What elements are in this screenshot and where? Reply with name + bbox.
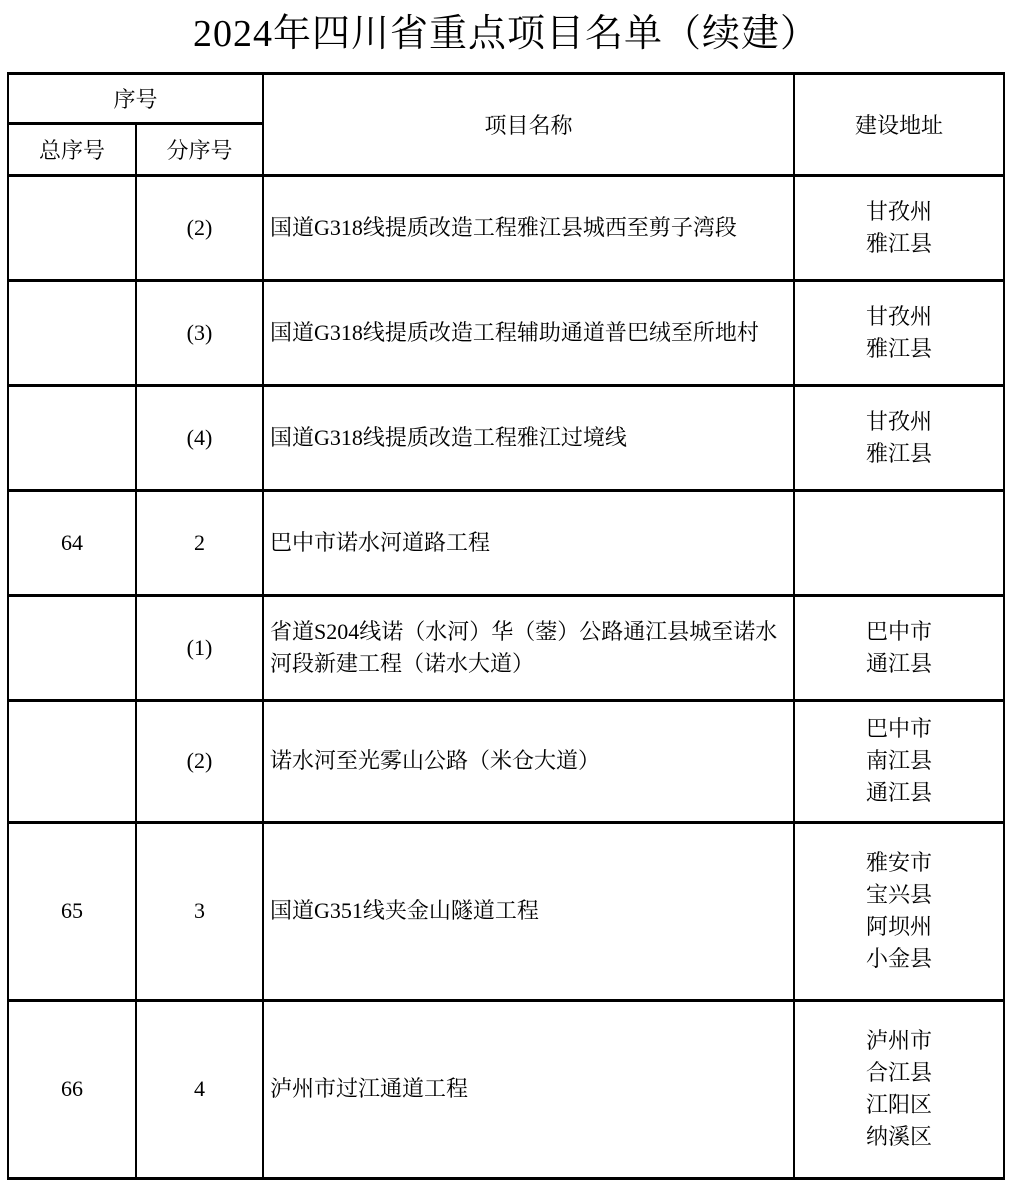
cell-location [794, 1000, 1004, 1178]
cell-total-index [8, 385, 136, 490]
table-header [8, 73, 1004, 175]
location-line: 雅江县 [866, 230, 933, 256]
location-line: 江阳区 [866, 1092, 933, 1118]
cell-project-name: 巴中市诺水河道路工程 [263, 490, 794, 595]
header-project-name: 项目名称 [263, 73, 794, 175]
cell-project-name: 诺水河至光雾山公路（米仓大道） [263, 700, 794, 822]
location-line: 南江县 [866, 748, 933, 774]
cell-project-name: 国道G318线提质改造工程雅江过境线 [263, 385, 794, 490]
cell-location [794, 595, 1004, 700]
table-row [8, 822, 1004, 1000]
location-line: 小金县 [866, 945, 933, 971]
table-row [8, 700, 1004, 822]
table-body [8, 175, 1004, 1178]
header-row-top [8, 73, 1004, 123]
table-row [8, 490, 1004, 595]
table-row [8, 175, 1004, 280]
location-line: 雅江县 [866, 335, 933, 361]
location-line: 雅安市 [866, 850, 933, 876]
header-sub-index: 分序号 [136, 123, 263, 175]
cell-sub-index: (4) [136, 385, 263, 490]
cell-project-name: 国道G318线提质改造工程辅助通道普巴绒至所地村 [263, 280, 794, 385]
location-line: 泸州市 [866, 1028, 933, 1054]
cell-sub-index: (2) [136, 700, 263, 822]
cell-sub-index: (1) [136, 595, 263, 700]
location-line: 阿坝州 [866, 914, 933, 940]
table-row [8, 280, 1004, 385]
header-total-index: 总序号 [8, 123, 136, 175]
cell-sub-index: 4 [136, 1000, 263, 1178]
location-line: 合江县 [866, 1060, 933, 1086]
header-index-group: 序号 [8, 73, 263, 123]
cell-sub-index: (3) [136, 280, 263, 385]
cell-total-index [8, 280, 136, 385]
cell-location [794, 175, 1004, 280]
cell-total-index [8, 595, 136, 700]
table-row [8, 385, 1004, 490]
header-location: 建设地址 [794, 73, 1004, 175]
location-line: 甘孜州 [866, 303, 933, 329]
cell-total-index: 64 [8, 490, 136, 595]
cell-project-name: 省道S204线诺（水河）华（蓥）公路通江县城至诺水河段新建工程（诺水大道） [263, 595, 794, 700]
location-line: 甘孜州 [866, 408, 933, 434]
cell-sub-index: (2) [136, 175, 263, 280]
cell-total-index [8, 175, 136, 280]
cell-project-name: 国道G351线夹金山隧道工程 [263, 822, 794, 1000]
cell-location [794, 385, 1004, 490]
location-line: 雅江县 [866, 440, 933, 466]
page-title: 2024年四川省重点项目名单（续建） [192, 13, 819, 55]
location-line: 通江县 [866, 650, 933, 676]
cell-total-index: 65 [8, 822, 136, 1000]
location-line: 通江县 [866, 780, 933, 806]
location-line: 巴中市 [866, 716, 933, 742]
location-line: 巴中市 [866, 618, 933, 644]
projects-table [7, 72, 1005, 1180]
table-row [8, 595, 1004, 700]
location-line: 甘孜州 [866, 198, 933, 224]
cell-sub-index: 2 [136, 490, 263, 595]
location-line: 宝兴县 [866, 882, 933, 908]
cell-project-name: 国道G318线提质改造工程雅江县城西至剪子湾段 [263, 175, 794, 280]
cell-location [794, 822, 1004, 1000]
cell-total-index [8, 700, 136, 822]
cell-location [794, 700, 1004, 822]
cell-total-index: 66 [8, 1000, 136, 1178]
location-line: 纳溪区 [866, 1123, 933, 1149]
cell-location [794, 490, 1004, 595]
cell-location [794, 280, 1004, 385]
table-row [8, 1000, 1004, 1178]
cell-sub-index: 3 [136, 822, 263, 1000]
cell-project-name: 泸州市过江通道工程 [263, 1000, 794, 1178]
